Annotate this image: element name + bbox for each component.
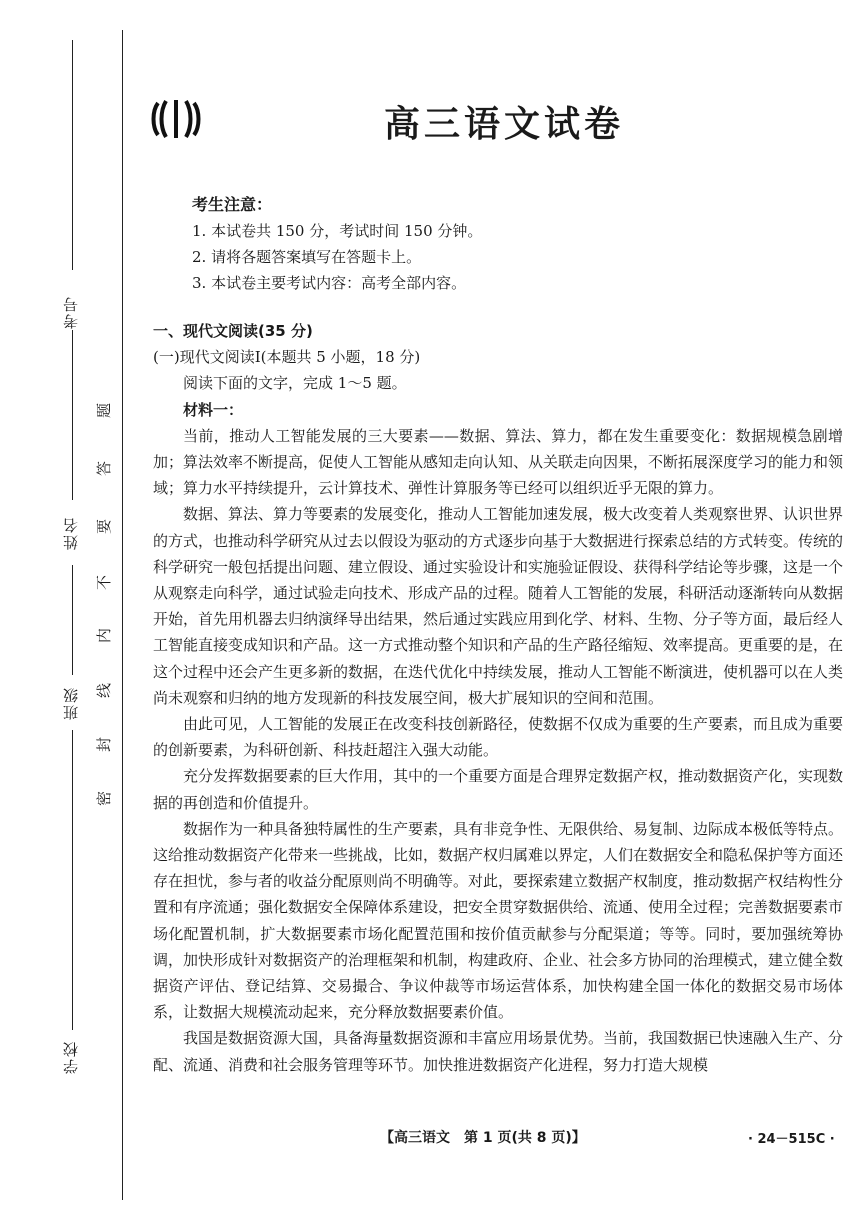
subsection-title: (一)现代文阅读Ⅰ(本题共 5 小题，18 分) bbox=[153, 348, 421, 367]
seal-line bbox=[122, 30, 123, 1200]
seal-warning-char: 不 bbox=[95, 574, 114, 591]
page-title: 高三语文试卷 bbox=[384, 104, 625, 145]
passage-paragraph: 我国是数据资源大国，具备海量数据资源和丰富应用场景优势。当前，我国数据已快速融入生产、分配、流通、消费和社会服务管理等环节。加快推进数据资产化进程，努力打造大规模 bbox=[153, 1029, 844, 1074]
seal-warning-char: 要 bbox=[95, 518, 114, 535]
seal-warning-char: 密 bbox=[95, 790, 114, 807]
page-footer: 【高三语文 第 1 页(共 8 页)】 bbox=[380, 1130, 586, 1146]
field-label-xingming: 姓名 bbox=[62, 516, 80, 550]
field-line-xuexiao[interactable] bbox=[72, 730, 73, 1030]
notice-item: 1. 本试卷共 150 分，考试时间 150 分钟。 bbox=[192, 222, 483, 240]
field-label-banji: 班级 bbox=[62, 686, 80, 720]
paper-code: · 24－515C · bbox=[748, 1132, 835, 1147]
passage-paragraph: 充分发挥数据要素的巨大作用，其中的一个重要方面是合理界定数据产权，推动数据资产化，实现数据的再创造和价值提升。 bbox=[153, 767, 844, 812]
seal-warning-char: 题 bbox=[95, 402, 114, 419]
field-line-banji[interactable] bbox=[72, 565, 73, 675]
notice-item: 2. 请将各题答案填写在答题卡上。 bbox=[192, 248, 422, 266]
field-line-xingming[interactable] bbox=[72, 330, 73, 500]
passage-paragraph: 数据、算法、算力等要素的发展变化，推动人工智能加速发展，极大改变着人类观察世界、认识世界的方式，也推动科学研究从过去以假设为驱动的方式逐步向基于大数据进行探索总结的方式转变。传统的科学研究一般包括提出问题、建立假设、通过实验设计和实施验证假设、获得科学结论等步骤，这是一个从观察走向科学，通过试验走向技术、形成产品的过程。随着人工智能的发展，科研活动逐渐转向从数据开始，首先用机器去归纳演绎导出结果，然后通过实践应用到化学、材料、生物、分子等方面，最后经人工智能直接变成知识和产品。这一方式推动整个知识和产品的生产路径缩短、效率提高。更重要的是，在这个过程中还会产生更多新的数据，在迭代优化中持续发展，推动人工智能不断演进，使机器可以在人类尚未观察和归纳的地方发现新的科技发展空间，极大扩展知识的空间和范围。 bbox=[153, 505, 844, 707]
seal-warning-char: 封 bbox=[95, 736, 114, 753]
reading-instruction: 阅读下面的文字，完成 1～5 题。 bbox=[183, 374, 407, 393]
material-label: 材料一： bbox=[183, 400, 244, 419]
binding-margin bbox=[0, 0, 135, 1216]
section-title: 一、现代文阅读(35 分) bbox=[153, 322, 313, 340]
notice-heading: 考生注意： bbox=[192, 195, 273, 214]
seal-warning-char: 线 bbox=[95, 682, 114, 699]
field-line-kaohao[interactable] bbox=[72, 40, 73, 270]
field-label-kaohao: 考号 bbox=[62, 295, 80, 329]
passage-paragraph: 当前，推动人工智能发展的三大要素——数据、算法、算力，都在发生重要变化：数据规模急剧增加；算法效率不断提高，促使人工智能从感知走向认知、从关联走向因果，不断拓展深度学习的能力和领域；算力水平持续提升，云计算技术、弹性计算服务等已经可以组织近乎无限的算力。 bbox=[153, 426, 844, 498]
notice-item: 3. 本试卷主要考试内容：高考全部内容。 bbox=[192, 274, 467, 292]
passage-paragraph: 数据作为一种具备独特属性的生产要素，具有非竞争性、无限供给、易复制、边际成本极低等特点。这给推动数据资产化带来一些挑战，比如，数据产权归属难以界定，人们在数据安全和隐私保护等方面还存在担忧，参与者的收益分配原则尚不明确等。对此，要探索建立数据产权制度，推动数据产权结构性分置和有序流通；强化数据安全保障体系建设，把安全贯穿数据供给、流通、使用全过程；完善数据要素市场化配置机制，扩大数据要素市场化配置范围和按价值贡献参与分配渠道；等等。同时，要加强统筹协调，加快形成针对数据资产的治理框架和机制，构建政府、企业、社会多方协同的治理模式，建立健全数据资产评估、登记结算、交易撮合、争议仲裁等市场运营体系，加快构建全国一体化的数据交易市场体系，让数据大规模流动起来，充分释放数据要素价值。 bbox=[153, 819, 844, 1022]
field-label-xuexiao: 学校 bbox=[62, 1040, 80, 1074]
publisher-logo-icon bbox=[150, 97, 202, 141]
notice-block bbox=[192, 192, 482, 296]
seal-warning-char: 答 bbox=[95, 460, 114, 477]
seal-warning-char: 内 bbox=[95, 627, 114, 644]
passage-paragraph: 由此可见，人工智能的发展正在改变科技创新路径，使数据不仅成为重要的生产要素，而且成为重要的创新要素，为科研创新、科技赶超注入强大动能。 bbox=[153, 715, 844, 760]
question-body bbox=[153, 318, 843, 1078]
